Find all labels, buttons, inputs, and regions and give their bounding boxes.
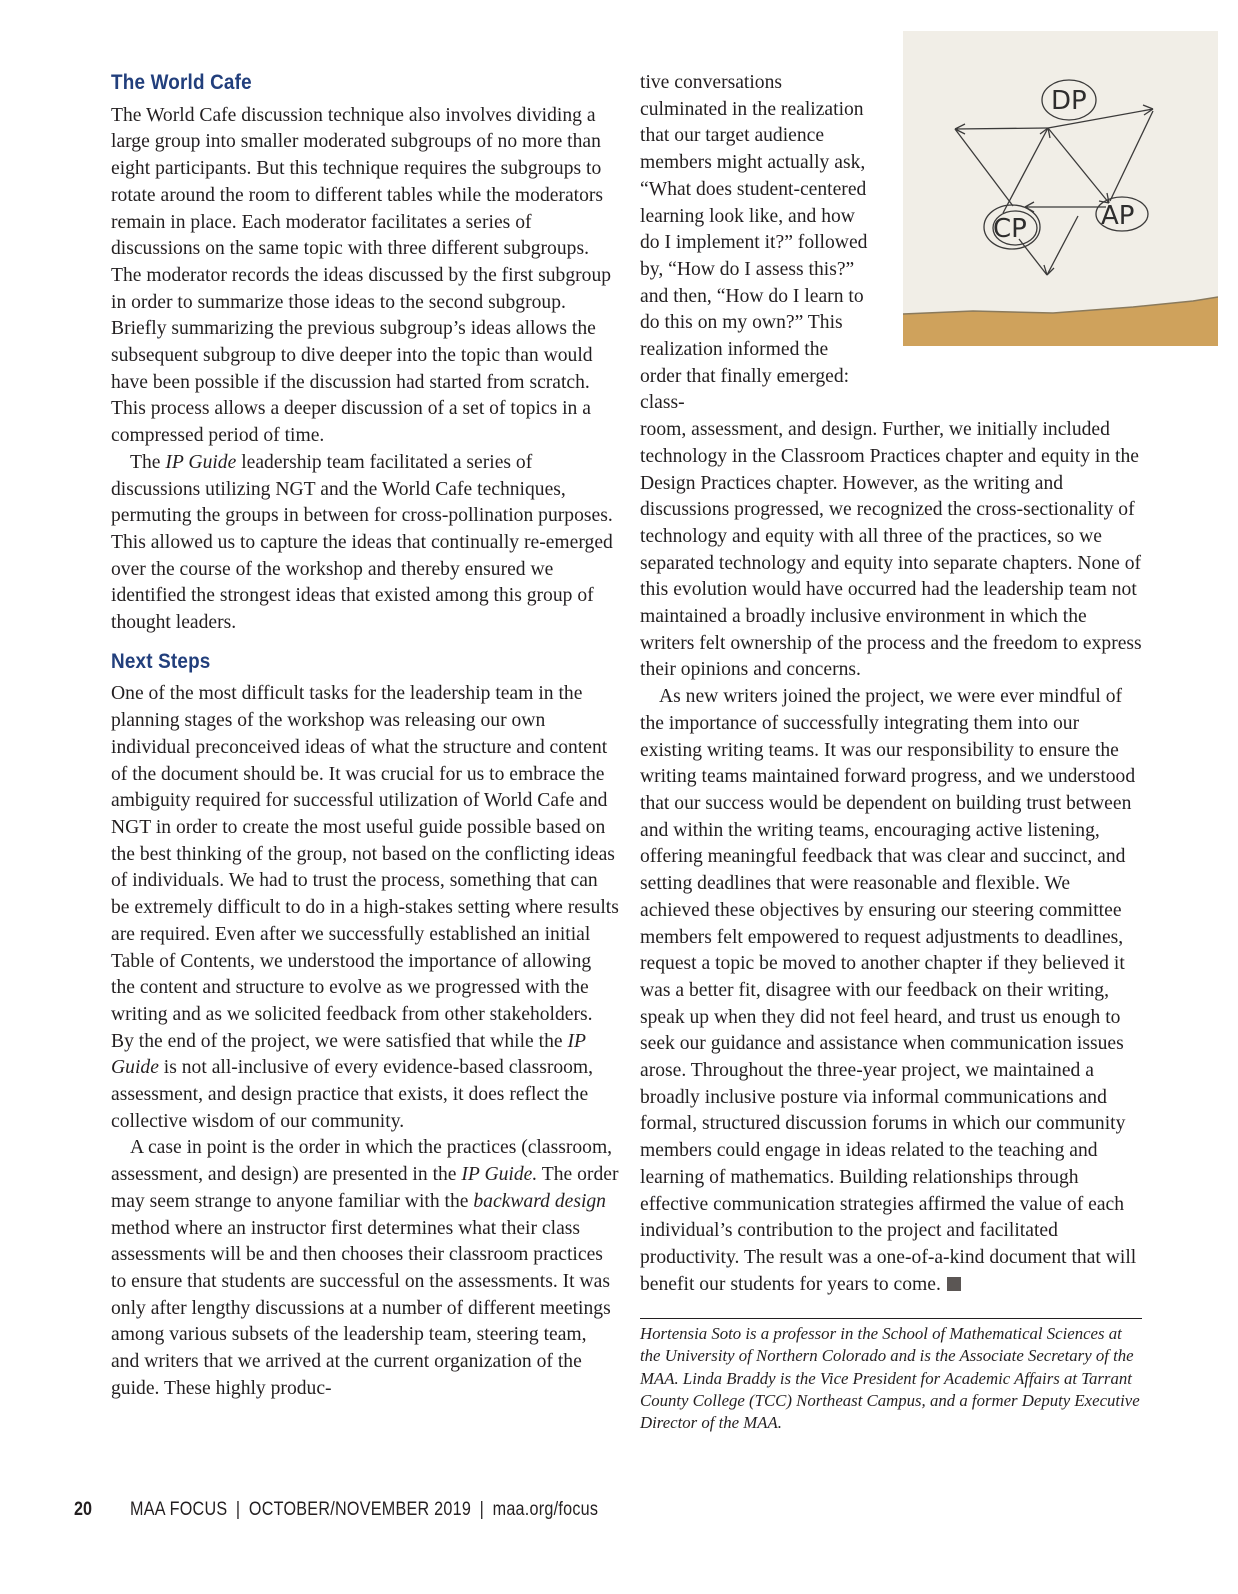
right-column — [640, 70, 1144, 1298]
page-footer — [74, 1499, 681, 1521]
diagram-label-cp: CP — [993, 214, 1027, 244]
paragraph: room, assessment, and design. Further, we initially included technology in the Classroom Practices chapter and equity in the Design Practices chapter. However, as the writing and discussions progressed, we recognized the cross-sectionality of technology and equity with all three of the practices, so we separated technology and equity into separate chapters. None of this evolution would have occurred had the leadership team not maintained a broadly inclusive environment in which the writers felt ownership of the process and the freedom to express their opinions and concerns. — [640, 419, 1142, 681]
paragraph: The IP Guide leadership team facilitated a series of discussions utilizing NGT and the World Cafe techniques, permuting the groups in between for cross-pollination purposes. This allowed us to capture the ideas that continually re-emerged over the course of the workshop and thereby ensured we identified the strongest ideas that existed among this group of thought leaders. — [111, 451, 613, 634]
left-column — [111, 70, 619, 1402]
footer-text — [130, 1499, 598, 1521]
paragraph: A case in point is the order in which the practices (classroom, assessment, and design) are presented in the IP Guide. The order may seem strange to anyone familiar with the backward design method where an instructor first determines what their class assessments will be and then chooses their classroom practices to ensure that students are successful on the assessments. It was only after lengthy discussions at a number of different meetings among various subsets of the leadership team, steering team, and writers that we arrived at the current organization of the guide. These highly produc- — [111, 1137, 619, 1399]
paragraph: The World Cafe discussion technique also involves dividing a large group into smaller moderated subgroups of no more than eight participants. But this technique requires the subgroups to rotate around the room to different tables while the moderators remain in place. Each moderator facilitates a series of discussions on the same topic with three different subgroups. The moderator records the ideas discussed by the first subgroup in order to summarize those ideas to the second subgroup. Briefly summarizing the previous subgroup’s ideas allows the subsequent subgroup to dive deeper into the topic than would have been possible if the discussion had started from scratch. This process allows a deeper discussion of a set of topics in a compressed period of time. — [111, 104, 612, 447]
paragraph: One of the most difficult tasks for the leadership team in the planning stages of the workshop was releasing our own individual preconceived ideas of what the structure and content of the document should be. It was crucial for us to embrace the ambiguity required for successful utilization of World Cafe and NGT in order to create the most useful guide possible based on the best thinking of the group, not based on the conflicting ideas of individuals. We had to trust the process, something that can be extremely difficult to do in a high-stakes setting where results are required. Even after we successfully established an initial Table of Contents, we understood the importance of allowing the content and structure to evolve as we progressed with the writing and as we solicited feedback from other stakeholders. By the end of the project, we were satisfied that while the IP Guide is not all-inclusive of every evidence-based classroom, assessment, and design practice that exists, it does reflect the collective wisdom of our community. — [111, 683, 619, 1132]
page-number: 20 — [74, 1499, 92, 1520]
diagram-label-dp: DP — [1051, 86, 1087, 116]
footer-separator: | — [236, 1499, 241, 1520]
footer-separator: | — [480, 1499, 485, 1520]
diagram-label-ap: AP — [1101, 201, 1135, 231]
footer-url: maa.org/focus — [493, 1499, 599, 1520]
section-heading-next-steps: Next Steps — [111, 649, 211, 673]
paragraph-wrap-top: tive conversations culminated in the realization that our target audience members might actually ask, “What does student-centered learning look like, and how do I implement it?” followed by, “How do I assess this?” and then, “How do I learn to do this on my own?” This realization informed the order that finally emerged: class- — [640, 72, 868, 414]
footer-magazine: MAA FOCUS — [130, 1499, 228, 1520]
section-heading-world-cafe: The World Cafe — [111, 71, 252, 94]
footer-issue: OCTOBER/NOVEMBER 2019 — [249, 1499, 472, 1520]
end-mark-icon — [947, 1277, 961, 1291]
author-bio: Hortensia Soto is a professor in the School of Mathematical Sciences at the University of Northern Colorado and is the Associate Secretary of the MAA. Linda Braddy is the Vice President for Academic Affairs at Tarrant County College (TCC) Northeast Campus, and a former Deputy Executive Director of the MAA. — [640, 1318, 1142, 1434]
paragraph-closing: As new writers joined the project, we were ever mindful of the importance of successfully integrating them into our existing writing teams. It was our responsibility to ensure the writing teams maintained forward progress, and we understood that our success would be dependent on building trust between and within the writing teams, encouraging active listening, offering meaningful feedback that was clear and succinct, and setting deadlines that were reasonable and flexible. We achieved these objectives by ensuring our steering committee members felt empowered to request adjustments to deadlines, request a topic be moved to another chapter if they believed it was a better fit, disagree with our feedback on their writing, speak up when they did not feel heard, and trust us enough to seek our guidance and assistance when communication issues arose. Throughout the three-year project, we maintained a broadly inclusive posture via informal communications and formal, structured discussion forums in which our community members could engage in ideas related to the teaching and learning of mathematics. Building relationships through effective communication strategies affirmed the value of each individual’s contribution to the project and facilitated productivity. The result was a one-of-a-kind document that will benefit our students for years to come. — [640, 686, 1137, 1295]
